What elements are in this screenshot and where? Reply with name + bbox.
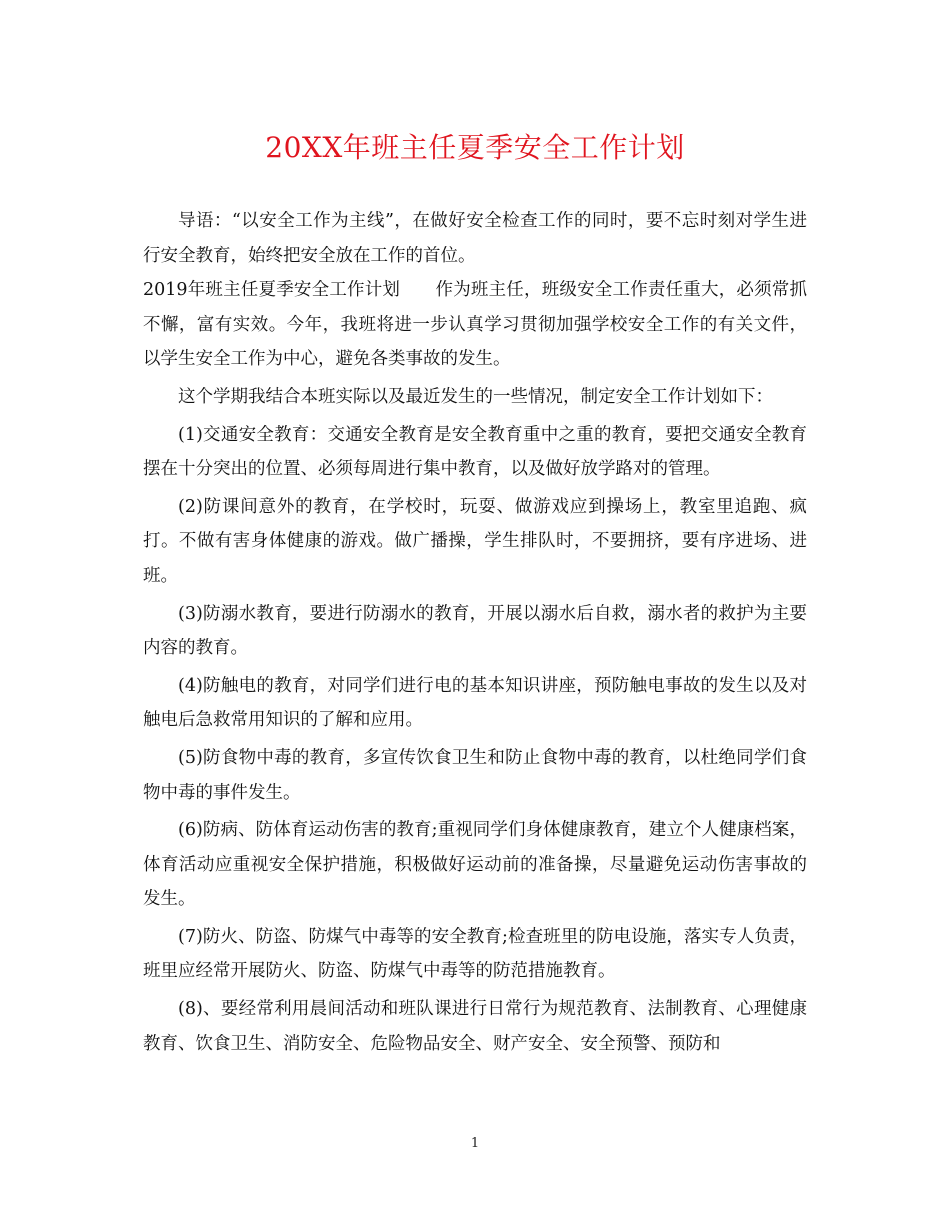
item-paragraph-6: (6)防病、防体育运动伤害的教育;重视同学们身体健康教育，建立个人健康档案，体育活动应重视安全保护措施，积极做好运动前的准备操，尽量避免运动伤害事故的发生。 [143, 820, 807, 910]
item-paragraph-8: (8)、要经常利用晨间活动和班队课进行日常行为规范教育、法制教育、心理健康教育、饮食卫生、消防安全、危险物品安全、财产安全、安全预警、预防和 [143, 999, 807, 1054]
item-paragraph-2: (2)防课间意外的教育，在学校时，玩耍、做游戏应到操场上，教室里追跑、疯打。不做有害身体健康的游戏。做广播操，学生排队时，不要拥挤，要有序进场、进班。 [143, 496, 807, 586]
page-number: 1 [470, 1136, 480, 1151]
item-paragraph-4: (4)防触电的教育，对同学们进行电的基本知识讲座，预防触电事故的发生以及对触电后急救常用知识的了解和应用。 [143, 675, 807, 731]
plan-lead-paragraph: 这个学期我结合本班实际以及最近发生的一些情况，制定安全工作计划如下： [178, 386, 773, 407]
plan-paragraph: 2019年班主任夏季安全工作计划 作为班主任，班级安全工作责任重大，必须常抓不懈，富有实效。今年，我班将进一步认真学习贯彻加强学校安全工作的有关文件，以学生安全工作为中心，避免各类事故的发生。 [143, 280, 807, 370]
item-paragraph-1: (1)交通安全教育：交通安全教育是安全教育重中之重的教育，要把交通安全教育摆在十分突出的位置、必须每周进行集中教育，以及做好放学路对的管理。 [143, 424, 807, 480]
item-paragraph-5: (5)防食物中毒的教育，多宣传饮食卫生和防止食物中毒的教育，以杜绝同学们食物中毒的事件发生。 [143, 747, 807, 803]
document-title: 20XX年班主任夏季安全工作计划 [265, 131, 685, 164]
document-body [143, 204, 807, 1061]
intro-paragraph: 导语：“以安全工作为主线”，在做好安全检查工作的同时，要不忘时刻对学生进行安全教育，始终把安全放在工作的首位。 [143, 211, 807, 266]
item-paragraph-3: (3)防溺水教育，要进行防溺水的教育，开展以溺水后自救，溺水者的救护为主要内容的教育。 [143, 603, 807, 659]
item-paragraph-7: (7)防火、防盗、防煤气中毒等的安全教育;检查班里的防电设施，落实专人负责，班里应经常开展防火、防盗、防煤气中毒等的防范措施教育。 [143, 926, 807, 982]
